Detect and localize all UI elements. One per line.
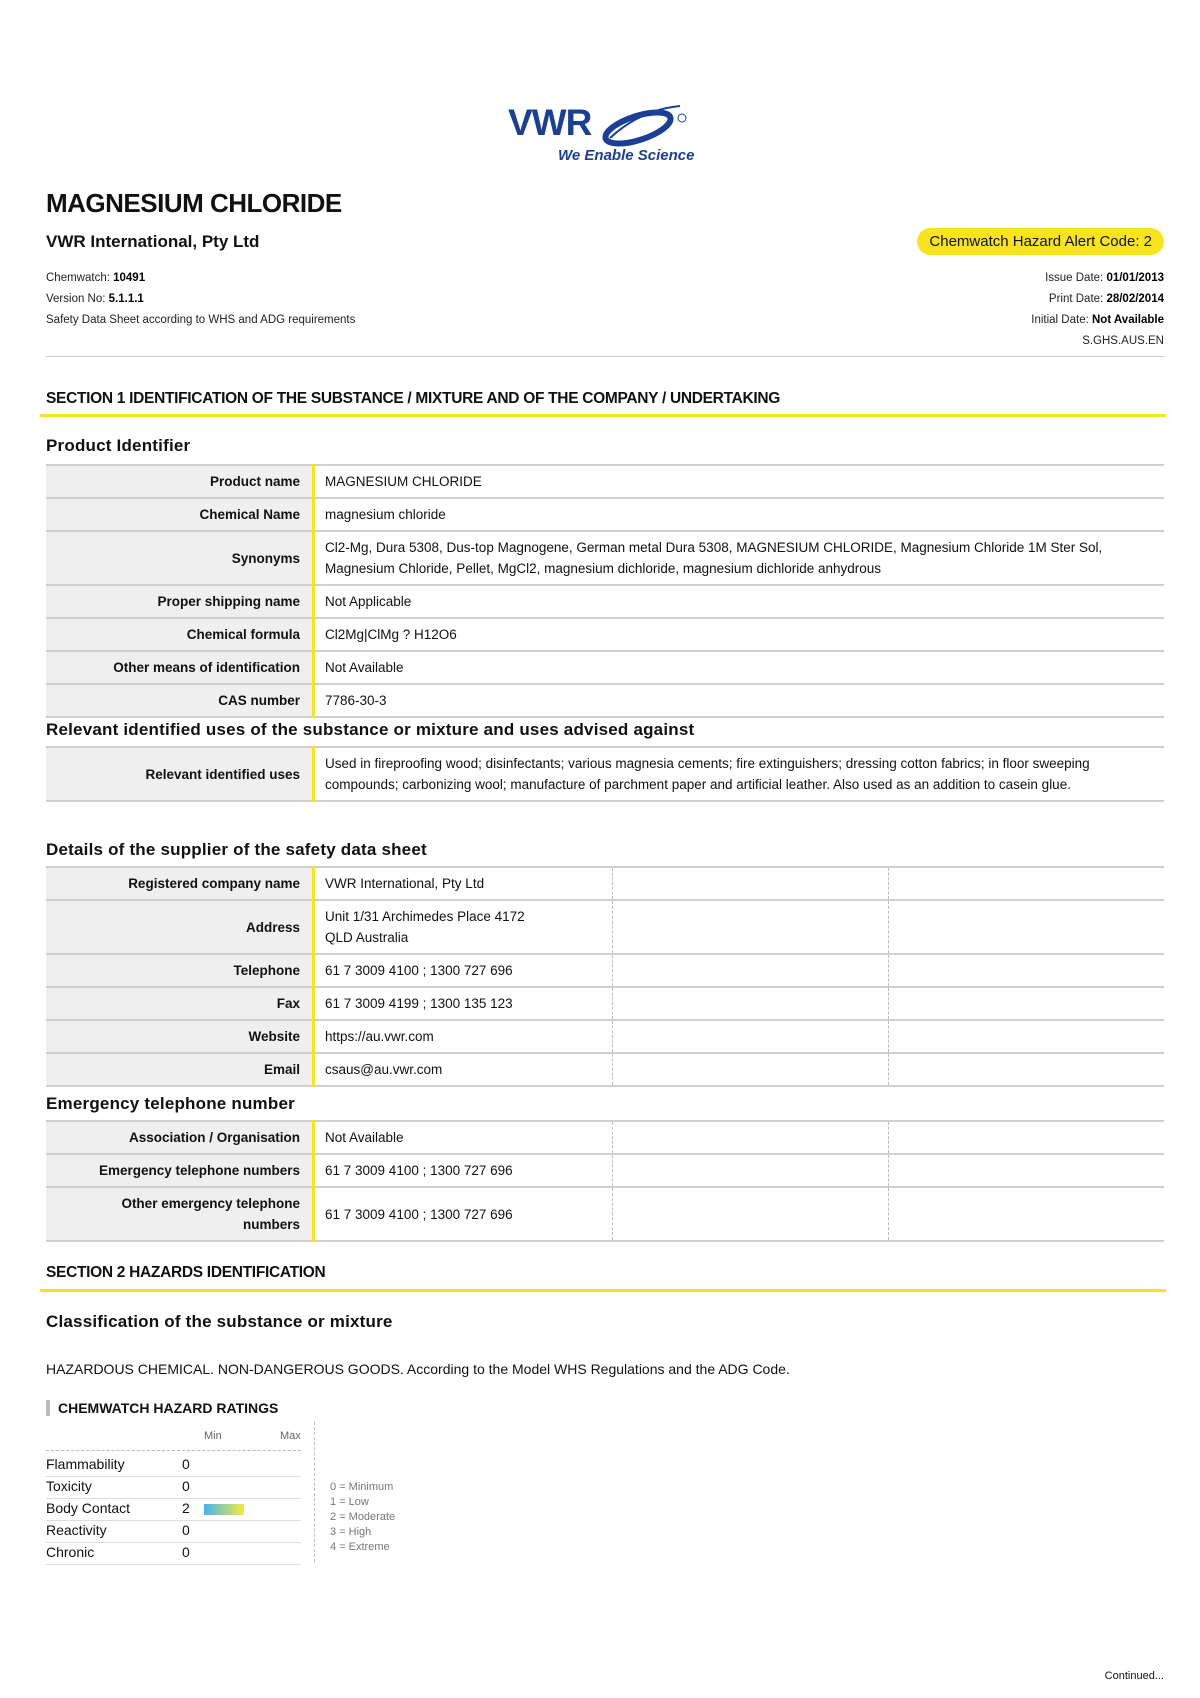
uses-table: [46, 746, 1164, 802]
rating-value: 0: [182, 1456, 190, 1472]
classification-text: HAZARDOUS CHEMICAL. NON-DANGEROUS GOODS. According to the Model WHS Regulations and the ADG Code.: [46, 1361, 790, 1377]
table-row: Proper shipping name Not Applicable: [46, 585, 1164, 618]
product-title: MAGNESIUM CHLORIDE: [46, 188, 342, 218]
rating-value: 2: [182, 1500, 190, 1516]
rating-value: 0: [182, 1544, 190, 1560]
vwr-logo: [508, 100, 758, 172]
rating-label: Reactivity: [46, 1522, 107, 1538]
rating-label: Flammability: [46, 1456, 125, 1472]
document-meta-left: Chemwatch: 10491 Version No: 5.1.1.1 Safety Data Sheet according to WHS and ADG requirements: [46, 272, 356, 326]
leaf-logo-icon: [600, 100, 690, 148]
section-1-title: SECTION 1 IDENTIFICATION OF THE SUBSTANCE / MIXTURE AND OF THE COMPANY / UNDERTAKING: [46, 390, 781, 407]
table-row: Email csaus@au.vwr.com: [46, 1053, 1164, 1086]
divider: [46, 356, 1164, 357]
classification-heading: Classification of the substance or mixture: [46, 1312, 393, 1331]
rating-label: Chronic: [46, 1544, 95, 1560]
min-label: Min: [204, 1430, 222, 1442]
table-row: Product name MAGNESIUM CHLORIDE: [46, 465, 1164, 498]
logo-tagline: We Enable Science: [558, 147, 695, 164]
table-row: Emergency telephone numbers 61 7 3009 4100 ; 1300 727 696: [46, 1154, 1164, 1187]
rating-bar: [204, 1504, 244, 1515]
rating-row: [46, 1498, 301, 1521]
rating-row: [46, 1542, 301, 1565]
sds-page: [46, 0, 1164, 1698]
rating-label: Body Contact: [46, 1500, 131, 1516]
logo-brand: VWR: [508, 102, 592, 143]
rating-label: Toxicity: [46, 1478, 92, 1494]
table-row: Website https://au.vwr.com: [46, 1020, 1164, 1053]
emergency-heading: Emergency telephone number: [46, 1094, 295, 1113]
divider: [46, 1450, 301, 1451]
section-bar: [40, 1289, 1166, 1292]
rating-value: 0: [182, 1522, 190, 1538]
rating-scale-legend: 0 = Minimum 1 = Low 2 = Moderate 3 = High 4 = Extreme: [330, 1481, 396, 1553]
emergency-table: [46, 1120, 1164, 1242]
section-2-title: SECTION 2 HAZARDS IDENTIFICATION: [46, 1264, 326, 1281]
website-link[interactable]: https://au.vwr.com: [314, 1020, 613, 1053]
uses-heading: Relevant identified uses of the substance or mixture and uses advised against: [46, 720, 695, 739]
continued-label: Continued...: [1104, 1670, 1164, 1682]
supplier-table: [46, 866, 1164, 1087]
table-row: Fax 61 7 3009 4199 ; 1300 135 123: [46, 987, 1164, 1020]
document-meta-right: Issue Date: 01/01/2013 Print Date: 28/02/2014 Initial Date: Not Available S.GHS.AUS.EN: [1031, 272, 1164, 347]
product-identifier-table: [46, 464, 1164, 718]
table-row: CAS number 7786-30-3: [46, 684, 1164, 717]
hazard-ratings-heading: CHEMWATCH HAZARD RATINGS: [46, 1400, 278, 1416]
table-row: Association / Organisation Not Available: [46, 1121, 1164, 1154]
table-row: Other emergency telephone numbers 61 7 3009 4100 ; 1300 727 696: [46, 1187, 1164, 1241]
rating-row: [46, 1520, 301, 1543]
supplier-heading: Details of the supplier of the safety data sheet: [46, 840, 427, 859]
product-identifier-heading: Product Identifier: [46, 436, 191, 455]
email-link[interactable]: csaus@au.vwr.com: [314, 1053, 613, 1086]
table-row: Chemical formula Cl2Mg|ClMg ? H12O6: [46, 618, 1164, 651]
table-row: Telephone 61 7 3009 4100 ; 1300 727 696: [46, 954, 1164, 987]
company-name: VWR International, Pty Ltd: [46, 232, 260, 251]
divider: [314, 1422, 315, 1562]
table-row: Registered company name VWR International, Pty Ltd: [46, 867, 1164, 900]
hazard-alert-badge: Chemwatch Hazard Alert Code: 2: [917, 228, 1164, 255]
table-row: Synonyms Cl2-Mg, Dura 5308, Dus-top Magnogene, German metal Dura 5308, MAGNESIUM CHLORIDE, Magnesium Chloride 1M Ster Sol, Magnesium Chloride, Pellet, MgCl2, magnesium dichloride, magnesium dichloride anhydrous: [46, 531, 1164, 585]
table-row: Chemical Name magnesium chloride: [46, 498, 1164, 531]
rating-row: [46, 1476, 301, 1499]
rating-value: 0: [182, 1478, 190, 1494]
table-row: Relevant identified uses Used in fireproofing wood; disinfectants; various magnesia cements; fire extinguishers; dressing cotton fabrics; in floor sweeping compounds; carbonizing wool; manufacture of parchment paper and artificial leather. Also used as an addition to casein glue.: [46, 747, 1164, 801]
table-row: Other means of identification Not Available: [46, 651, 1164, 684]
table-row: Address Unit 1/31 Archimedes Place 4172 QLD Australia: [46, 900, 1164, 954]
max-label: Max: [280, 1430, 301, 1442]
rating-row: [46, 1454, 301, 1477]
section-bar: [40, 414, 1166, 417]
